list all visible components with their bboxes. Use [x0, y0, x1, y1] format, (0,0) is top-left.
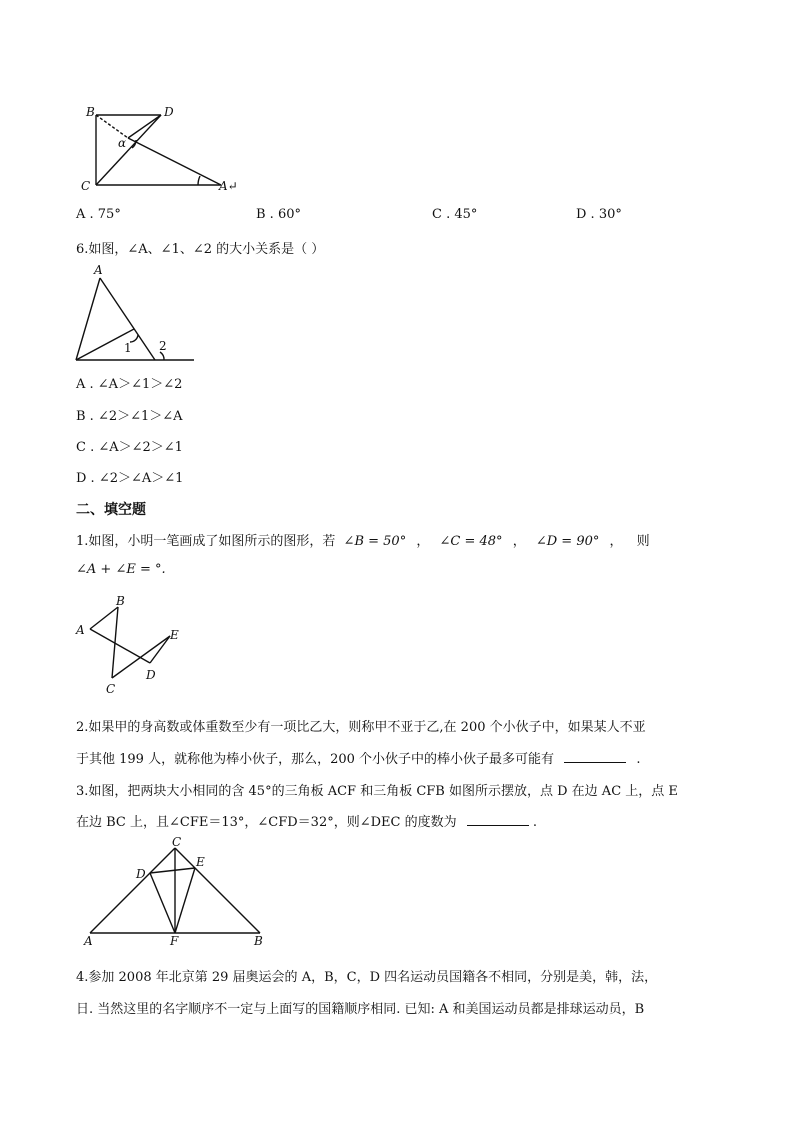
f3-label-e: E [196, 855, 205, 869]
f3-label-f: F [170, 934, 179, 948]
f1-then: 则 [636, 534, 650, 549]
f3-line2-text: 在边 BC 上，且∠CFE＝13°，∠CFD＝32°，则∠DEC 的度数为 [76, 815, 457, 830]
q5-option-c: C . 45° [432, 207, 478, 222]
f1-cond-c: ∠C = 48° [439, 534, 503, 549]
f2-line2-text: 于其他 199 人，就称他为棒小伙子，那么，200 个小伙子中的棒小伙子最多可能有 [76, 752, 555, 767]
f3-figure [76, 836, 276, 948]
f2-line2 [76, 748, 640, 767]
f4-line1: 4.参加 2008 年北京第 29 届奥运会的 A，B，C，D 四名运动员国籍各不相同，分别是美，韩，法， [76, 970, 658, 985]
q6-label-1: 1 [124, 341, 132, 355]
f4-line2: 日. 当然这里的名字顺序不一定与上面写的国籍顺序相同. 已知: A 和美国运动员都是排球运动员，B [76, 1002, 645, 1017]
f3-line2 [76, 811, 537, 830]
q5-label-b: B [86, 105, 95, 119]
f1-cond-b: ∠B = 50° [343, 534, 407, 549]
f2-line2-end: . [636, 752, 641, 767]
f1-label-e: E [170, 628, 179, 642]
q5-option-d: D . 30° [576, 207, 622, 222]
q6-option-a: A . ∠A＞∠1＞∠2 [76, 377, 183, 392]
q5-label-a: A↵ [219, 179, 238, 193]
f3-label-b: B [254, 934, 263, 948]
f3-label-d: D [136, 867, 146, 881]
q5-figure [76, 100, 246, 195]
q6-option-d: D . ∠2＞∠A＞∠1 [76, 471, 184, 486]
section-title: 二、填空题 [76, 502, 146, 518]
q5-option-b: B . 60° [256, 207, 301, 222]
f1-prefix: 1.如图，小明一笔画成了如图所示的图形，若 [76, 534, 336, 549]
f3-line1: 3.如图，把两块大小相同的含 45°的三角板 ACF 和三角板 CFB 如图所示摆放，点 D 在边 AC 上，点 E [76, 784, 678, 799]
f2-answer-blank[interactable] [564, 750, 626, 763]
q5-label-alpha: α [118, 136, 127, 150]
f1-figure [72, 593, 187, 696]
q6-figure [70, 262, 200, 366]
f2-line1: 2.如果甲的身高数或体重数至少有一项比乙大，则称甲不亚于乙,在 200 个小伙子中，如果某人不亚 [76, 720, 646, 735]
f1-sep-1: ， [416, 534, 430, 549]
f3-label-a: A [84, 934, 93, 948]
f3-label-c: C [172, 836, 182, 849]
q5-label-d: D [164, 105, 174, 119]
f1-sep-2: ， [512, 534, 526, 549]
q6-stem: 6.如图，∠A、∠1、∠2 的大小关系是（ ） [76, 242, 325, 257]
q6-option-c: C . ∠A＞∠2＞∠1 [76, 440, 183, 455]
q6-option-b: B . ∠2＞∠1＞∠A [76, 409, 183, 424]
q5-option-a: A . 75° [76, 207, 121, 222]
f1-label-b: B [116, 594, 125, 608]
q6-label-2: 2 [159, 339, 167, 353]
f1-label-c: C [106, 682, 116, 696]
f1-label-d: D [146, 668, 156, 682]
f1-line1 [76, 530, 650, 549]
f3-answer-blank[interactable] [467, 813, 529, 826]
f3-line2-end: . [532, 815, 538, 830]
f1-sep-3: ， [609, 534, 623, 549]
q6-label-a: A [94, 263, 103, 277]
q5-label-c: C [81, 179, 91, 193]
f1-cond-d: ∠D = 90° [535, 534, 600, 549]
f1-label-a: A [76, 623, 85, 637]
f1-line2: ∠A + ∠E = °. [76, 562, 166, 577]
